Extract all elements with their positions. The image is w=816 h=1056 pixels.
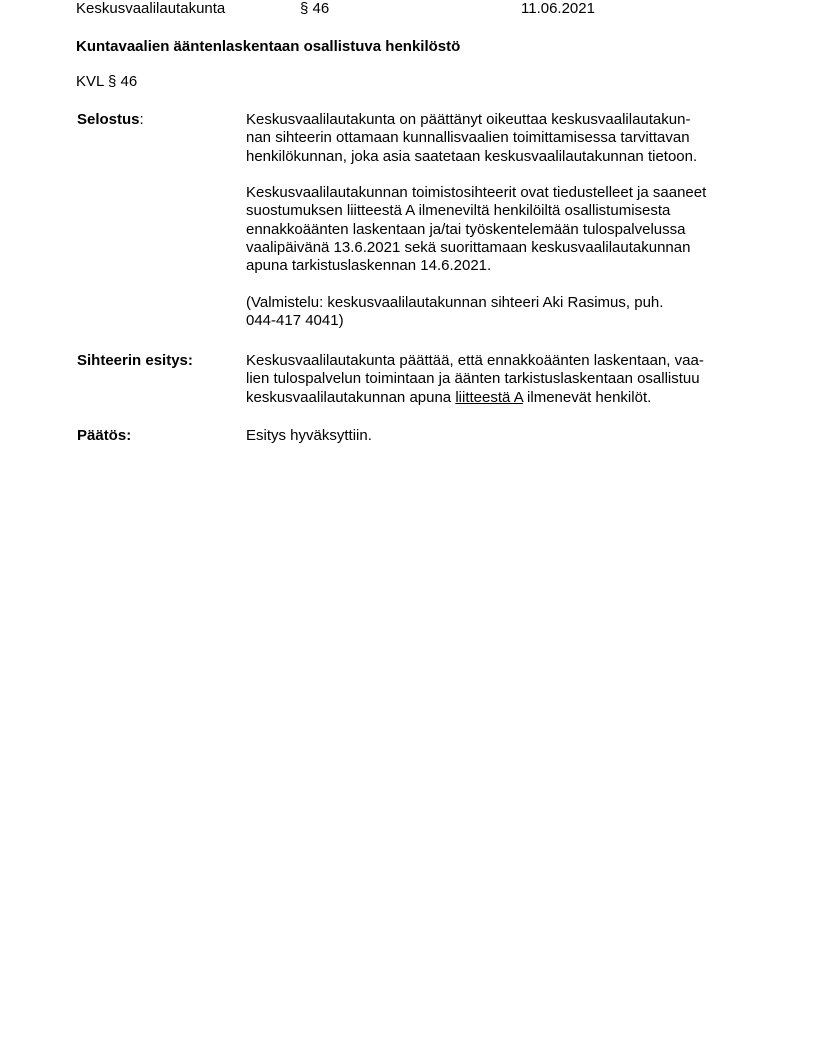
attachment-a-link[interactable]: liitteestä A bbox=[455, 388, 523, 406]
selostus-p2-line: apuna tarkistuslaskennan 14.6.2021. bbox=[246, 257, 492, 275]
selostus-p2-line: suostumuksen liitteestä A ilmeneviltä henkilöiltä osallistumisesta bbox=[246, 202, 671, 220]
paatos-content bbox=[246, 427, 746, 445]
esitys-content bbox=[246, 352, 746, 407]
esitys-last-line bbox=[246, 389, 746, 407]
paatos-label bbox=[77, 427, 131, 445]
selostus-content bbox=[246, 111, 746, 331]
selostus-p2-line: vaalipäivänä 13.6.2021 sekä suorittamaan keskusvaalilautakunnan bbox=[246, 239, 691, 257]
selostus-p1-line: henkilökunnan, joka asia saatetaan keskusvaalilautakunnan tietoon. bbox=[246, 147, 698, 165]
header-date: 11.06.2021 bbox=[521, 0, 595, 17]
esitys-text-before-link: keskusvaalilautakunnan apuna bbox=[246, 388, 456, 406]
selostus-label-colon: : bbox=[139, 111, 144, 128]
selostus-p1-line: nan sihteerin ottamaan kunnallisvaalien toimittamisessa tarvittavan bbox=[246, 129, 690, 147]
selostus-p3-line: (Valmistelu: keskusvaalilautakunnan sihteeri Aki Rasimus, puh. bbox=[246, 293, 664, 311]
document-reference: KVL § 46 bbox=[76, 73, 138, 90]
esitys-label-text: Sihteerin esitys: bbox=[77, 352, 193, 369]
selostus-p2-line: Keskusvaalilautakunnan toimistosihteerit ovat tiedustelleet ja saaneet bbox=[246, 184, 707, 202]
paatos-label-text: Päätös: bbox=[77, 427, 132, 444]
esitys-text-after-link: ilmenevät henkilöt. bbox=[522, 388, 652, 406]
selostus-label bbox=[77, 111, 144, 129]
esitys-line: Keskusvaalilautakunta päättää, että ennakkoäänten laskentaan, vaa- bbox=[246, 352, 704, 369]
paatos-text: Esitys hyväksyttiin. bbox=[246, 427, 372, 444]
header-organization: Keskusvaalilautakunta bbox=[76, 0, 226, 17]
document-title: Kuntavaalien ääntenlaskentaan osallistuva henkilöstö bbox=[76, 38, 461, 55]
header-section-number: § 46 bbox=[300, 0, 330, 17]
document-header bbox=[76, 0, 756, 20]
selostus-p1-line: Keskusvaalilautakunta on päättänyt oikeuttaa keskusvaalilautakun- bbox=[246, 111, 691, 128]
esitys-line: lien tulospalvelun toimintaan ja äänten tarkistuslaskentaan osallistuu bbox=[246, 370, 700, 388]
selostus-label-text: Selostus bbox=[77, 111, 140, 128]
esitys-label bbox=[77, 352, 193, 370]
selostus-p2-line: ennakkoäänten laskentaan ja/tai työskentelemään tulospalvelussa bbox=[246, 220, 686, 238]
selostus-p3-line: 044-417 4041) bbox=[246, 312, 344, 330]
